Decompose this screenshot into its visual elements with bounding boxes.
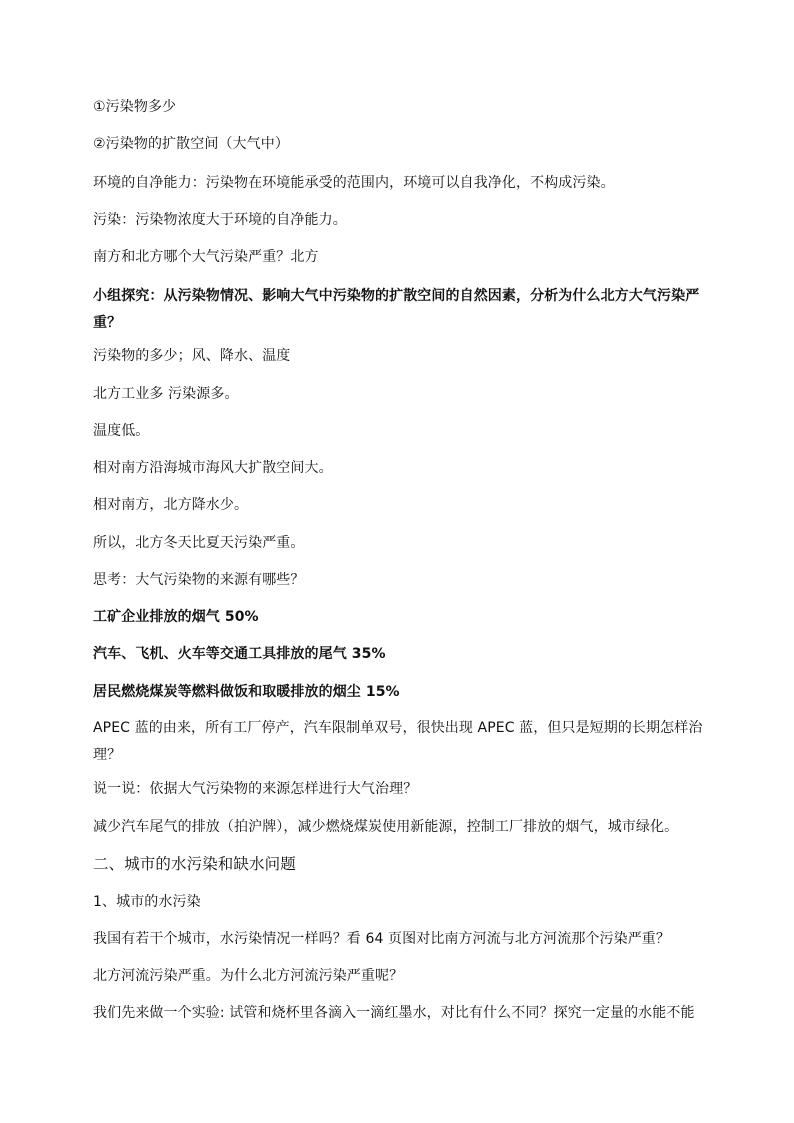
- paragraph-self-purification: 环境的自净能力：污染物在环境能承受的范围内，环境可以自我净化，不构成污染。: [93, 175, 615, 191]
- paragraph-factors: 污染物的多少；风、降水、温度: [93, 348, 291, 364]
- paragraph-low-temperature: 温度低。: [93, 423, 150, 439]
- paragraph-water-question: 我国有若干个城市，水污染情况一样吗？看 64 页图对比南方河流与北方河流那个污染严重？: [93, 931, 671, 947]
- paragraph-measures: 减少汽车尾气的排放（拍沪牌），减少燃烧煤炭使用新能源，控制工厂排放的烟气，城市绿化。: [93, 819, 679, 835]
- section-heading-water: 二、城市的水污染和缺水问题: [93, 855, 296, 873]
- paragraph-winter-pollution: 所以，北方冬天比夏天污染严重。: [93, 535, 305, 551]
- subheading-water-pollution: 1、城市的水污染: [93, 894, 201, 910]
- paragraph-source-residents: 居民燃烧煤炭等燃料做饭和取暖排放的烟尘 15%: [93, 684, 400, 700]
- paragraph-north-south-question: 南方和北方哪个大气污染严重？北方: [93, 249, 319, 265]
- paragraph-pollutant-amount: ①污染物多少: [93, 99, 177, 115]
- paragraph-source-vehicles: 汽车、飞机、火车等交通工具排放的尾气 35%: [93, 646, 386, 662]
- paragraph-sea-wind: 相对南方沿海城市海风大扩散空间大。: [93, 460, 333, 476]
- paragraph-less-precipitation: 相对南方，北方降水少。: [93, 497, 249, 513]
- paragraph-experiment: 我们先来做一个实验: 试管和烧杯里各滴入一滴红墨水，对比有什么不同？探究一定量的水能不能: [93, 1005, 695, 1021]
- paragraph-apec-blue: APEC 蓝的由来，所有工厂停产，汽车限制单双号，很快出现 APEC 蓝，但只是短期的长期怎样治理？: [93, 720, 703, 763]
- paragraph-north-river: 北方河流污染严重。为什么北方河流污染严重呢？: [93, 968, 404, 984]
- paragraph-sources-question: 思考：大气污染物的来源有哪些？: [93, 572, 305, 588]
- paragraph-pollution-definition: 污染：污染物浓度大于环境的自净能力。: [93, 212, 347, 228]
- paragraph-source-industry: 工矿企业排放的烟气 50%: [93, 609, 259, 625]
- paragraph-diffusion-space: ②污染物的扩散空间（大气中）: [93, 136, 289, 152]
- paragraph-discussion: 说一说：依据大气污染物的来源怎样进行大气治理？: [93, 781, 418, 797]
- paragraph-group-inquiry: 小组探究：从污染物情况、影响大气中污染物的扩散空间的自然因素，分析为什么北方大气污染严重？: [93, 288, 700, 331]
- paragraph-north-industry: 北方工业多 污染源多。: [93, 386, 239, 402]
